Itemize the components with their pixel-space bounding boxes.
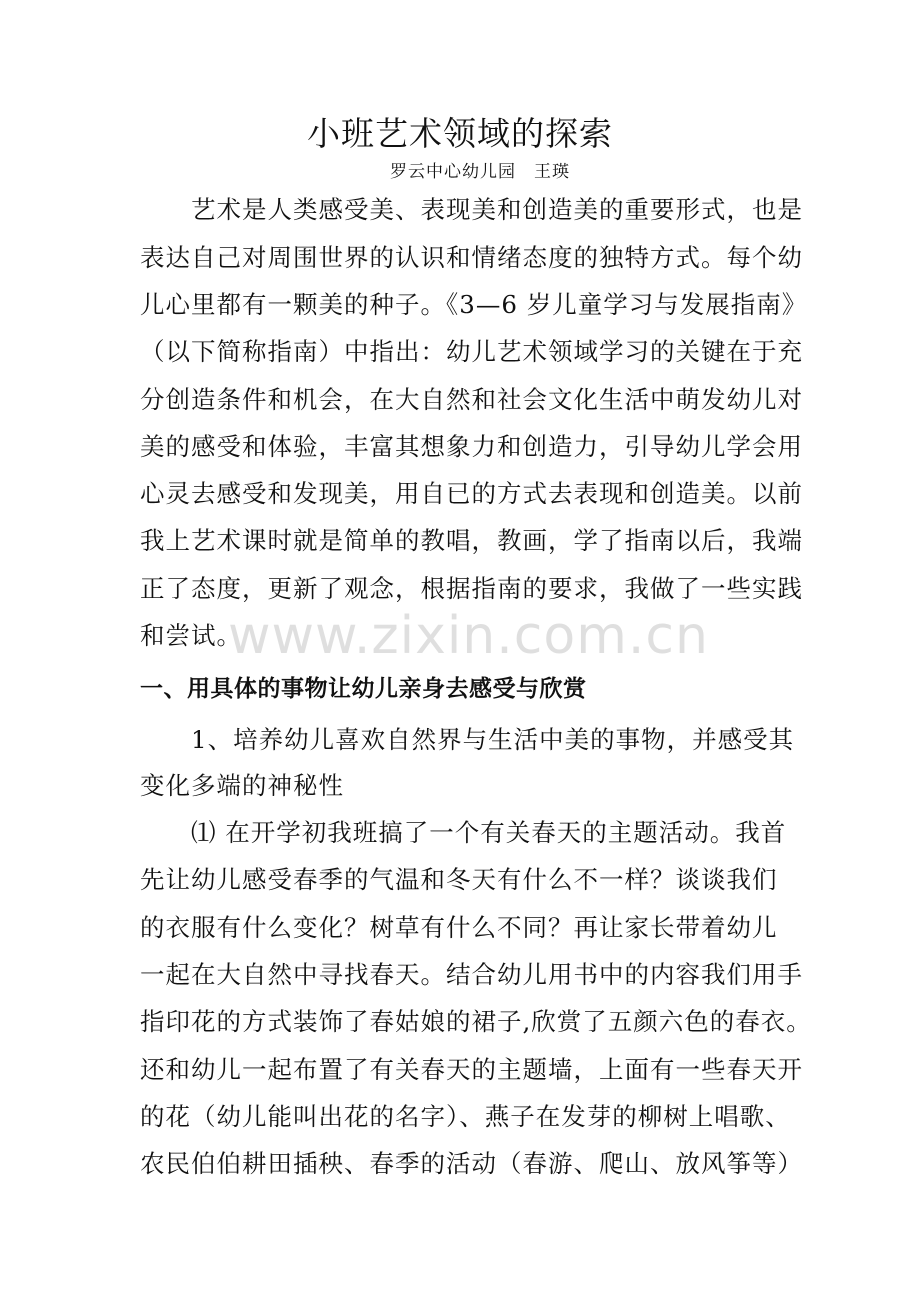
paragraph-line: 的衣服有什么变化？树草有什么不同？再让家长带着幼儿 (140, 913, 778, 942)
paragraph-line: 指印花的方式装饰了春姑娘的裙子,欣赏了五颜六色的春衣。 (140, 1007, 812, 1036)
paragraph-line: 正了态度，更新了观念，根据指南的要求，我做了一些实践 (140, 574, 803, 603)
paragraph-line: 表达自己对周围世界的认识和情绪态度的独特方式。每个幼 (140, 243, 803, 272)
paragraph-line: 先让幼儿感受春季的气温和冬天有什么不一样？谈谈我们 (140, 865, 778, 894)
paragraph-line: 分创造条件和机会，在大自然和社会文化生活中萌发幼儿对 (140, 385, 803, 414)
paragraph-line: 一起在大自然中寻找春天。结合幼儿用书中的内容我们用手 (140, 960, 803, 989)
paragraph-line: 心灵去感受和发现美，用自已的方式去表现和创造美。以前 (140, 479, 803, 508)
paragraph-line: 艺术是人类感受美、表现美和创造美的重要形式，也是 (140, 195, 803, 224)
section-heading: 一、用具体的事物让幼儿亲身去感受与欣赏 (140, 676, 587, 702)
paragraph-line: ⑴ 在开学初我班搞了一个有关春天的主题活动。我首 (140, 818, 787, 847)
paragraph-line: 的花（幼儿能叫出花的名字）、燕子在发芽的柳树上唱歌、 (140, 1102, 791, 1131)
paragraph-line: 农民伯伯耕田插秧、春季的活动（春游、爬山、放风筝等） (140, 1149, 803, 1178)
paragraph-line: 我上艺术课时就是简单的教唱，教画，学了指南以后，我端 (140, 526, 803, 555)
author-line: 罗云中心幼儿园 王瑛 (390, 162, 570, 182)
paragraph-line: 1、培养幼儿喜欢自然界与生活中美的事物，并感受其 (140, 725, 795, 754)
paragraph-line: 变化多端的神秘性 (140, 771, 344, 800)
paragraph-line: 美的感受和体验，丰富其想象力和创造力，引导幼儿学会用 (140, 432, 803, 461)
document-title: 小班艺术领域的探索 (307, 114, 613, 153)
paragraph-line: 和尝试。 (140, 621, 242, 650)
watermark: www.zixin.com.cn (228, 606, 709, 666)
paragraph-line: 儿心里都有一颗美的种子。《3—6 岁儿童学习与发展指南》 (140, 290, 808, 319)
paragraph-line: 还和幼儿一起布置了有关春天的主题墙，上面有一些春天开 (140, 1055, 803, 1084)
paragraph-line: （以下简称指南）中指出：幼儿艺术领域学习的关键在于充 (140, 337, 803, 366)
